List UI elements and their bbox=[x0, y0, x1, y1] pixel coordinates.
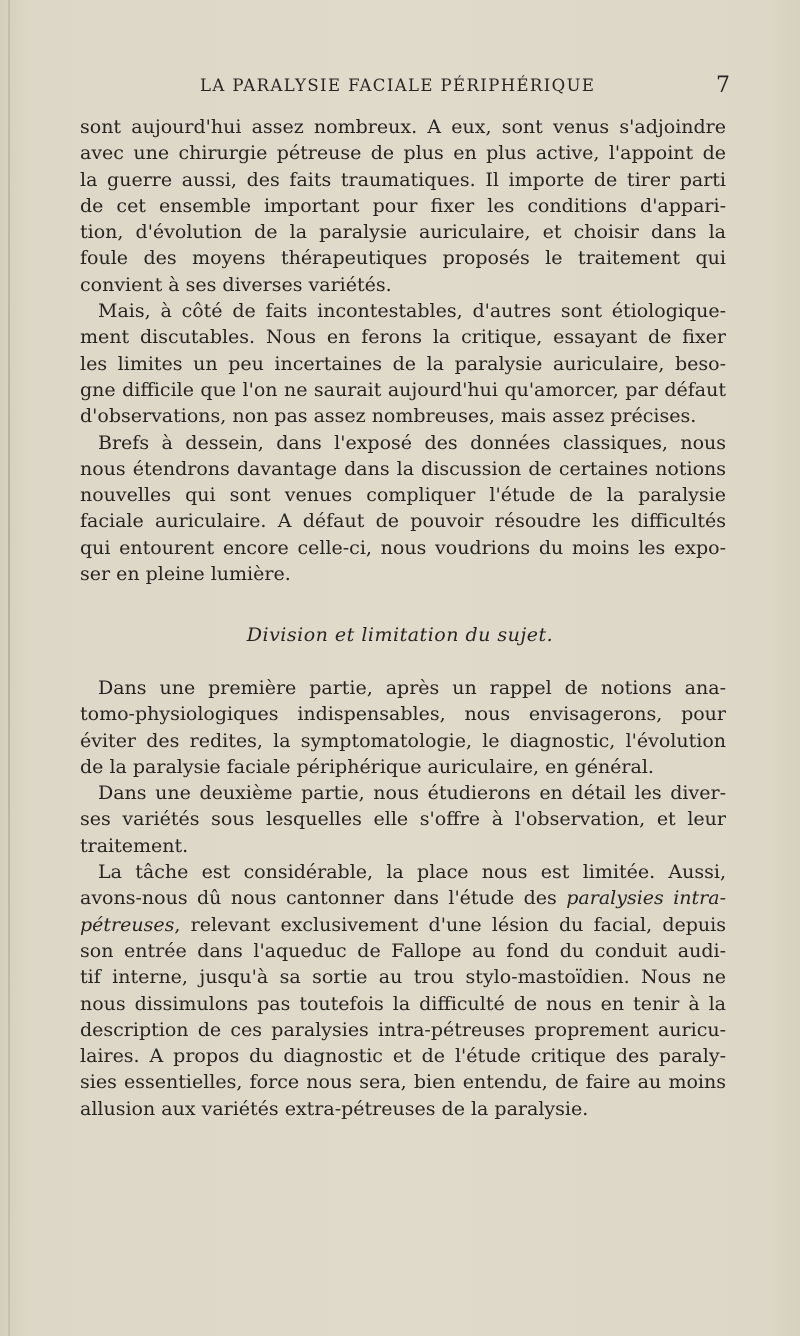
text-line: allusion aux variétés extra-pétreuses de la paralysie. bbox=[80, 1097, 589, 1120]
running-title: LA PARALYSIE FACIALE PÉRIPHÉRIQUE bbox=[200, 76, 596, 95]
text-line: ment discutables. Nous en ferons la critique, essayant de fixer bbox=[80, 326, 726, 349]
paragraph bbox=[80, 114, 726, 298]
text-line: faciale auriculaire. A défaut de pouvoir résoudre les difficultés bbox=[80, 510, 726, 533]
text-line: convient à ses diverses variétés. bbox=[80, 273, 392, 296]
text-line: de cet ensemble important pour fixer les conditions d'appari- bbox=[80, 194, 726, 217]
text-line: description de ces paralysies intra-pétreuses proprement auricu- bbox=[80, 1018, 726, 1041]
text-line: tomo-physiologiques indispensables, nous envisagerons, pour bbox=[80, 703, 726, 726]
text-line: avec une chirurgie pétreuse de plus en plus active, l'appoint de bbox=[80, 142, 726, 165]
text-line: tif interne, jusqu'à sa sortie au trou stylo-mastoïdien. Nous ne bbox=[80, 966, 726, 989]
text-line: les limites un peu incertaines de la paralysie auriculaire, beso- bbox=[80, 352, 726, 375]
running-header bbox=[0, 74, 800, 104]
body-text-part2 bbox=[80, 675, 726, 1122]
paragraph bbox=[80, 298, 726, 429]
page-gutter bbox=[8, 0, 10, 1336]
text-line: éviter des redites, la symptomatologie, le diagnostic, l'évolution bbox=[80, 729, 726, 752]
italic-continuation: pétreuses bbox=[80, 913, 175, 936]
page-number: 7 bbox=[716, 73, 730, 98]
text-line: Brefs à dessein, dans l'exposé des données classiques, nous bbox=[98, 431, 726, 454]
paragraph bbox=[80, 780, 726, 859]
text-line: La tâche est considérable, la place nous est limitée. Aussi, bbox=[98, 861, 726, 884]
text-line: Dans une deuxième partie, nous étudierons en détail les diver- bbox=[98, 782, 726, 805]
text-line-with-italic bbox=[80, 885, 726, 911]
text-line: traitement. bbox=[80, 834, 189, 857]
text-line bbox=[80, 912, 726, 938]
text-line: qui entourent encore celle-ci, nous voudrions du moins les expo- bbox=[80, 536, 726, 559]
paragraph bbox=[80, 859, 726, 1122]
text-line: d'observations, non pas assez nombreuses, mais assez précises. bbox=[80, 405, 697, 428]
text-line: de la paralysie faciale périphérique auriculaire, en général. bbox=[80, 755, 654, 778]
text-line: son entrée dans l'aqueduc de Fallope au fond du conduit audi- bbox=[80, 939, 726, 962]
text-line: laires. A propos du diagnostic et de l'étude critique des paraly- bbox=[80, 1045, 726, 1068]
text-line: ser en pleine lumière. bbox=[80, 563, 291, 586]
text-line: nous étendrons davantage dans la discussion de certaines notions bbox=[80, 457, 726, 480]
text-line: nous dissimulons pas toutefois la difficulté de nous en tenir à la bbox=[80, 992, 726, 1015]
paragraph bbox=[80, 675, 726, 780]
section-heading: Division et limitation du sujet. bbox=[246, 624, 554, 646]
text-line: Mais, à côté de faits incontestables, d'autres sont étiologique- bbox=[98, 300, 726, 323]
text-line: Dans une première partie, après un rappel de notions ana- bbox=[98, 677, 726, 699]
text-line: tion, d'évolution de la paralysie auriculaire, et choisir dans la bbox=[80, 221, 726, 244]
text-line: foule des moyens thérapeutiques proposés le traitement qui bbox=[80, 247, 726, 270]
text-segment: avons-nous dû nous cantonner dans l'étude des bbox=[80, 887, 567, 910]
text-line: sies essentielles, force nous sera, bien entendu, de faire au moins bbox=[80, 1071, 726, 1094]
text-line: la guerre aussi, des faits traumatiques. Il importe de tirer parti bbox=[80, 168, 726, 191]
text-line: ses variétés sous lesquelles elle s'offre à l'observation, et leur bbox=[80, 808, 726, 831]
body-text-part1 bbox=[80, 114, 726, 587]
text-line: gne difficile que l'on ne saurait aujourd'hui qu'amorcer, par défaut bbox=[80, 378, 726, 401]
text-line: nouvelles qui sont venues compliquer l'étude de la paralysie bbox=[80, 484, 726, 507]
italic-phrase: paralysies intra- bbox=[566, 887, 726, 910]
text-line: sont aujourd'hui assez nombreux. A eux, sont venus s'adjoindre bbox=[80, 116, 726, 138]
text-segment: , relevant exclusivement d'une lésion du facial, depuis bbox=[174, 913, 726, 936]
paragraph bbox=[80, 430, 726, 588]
